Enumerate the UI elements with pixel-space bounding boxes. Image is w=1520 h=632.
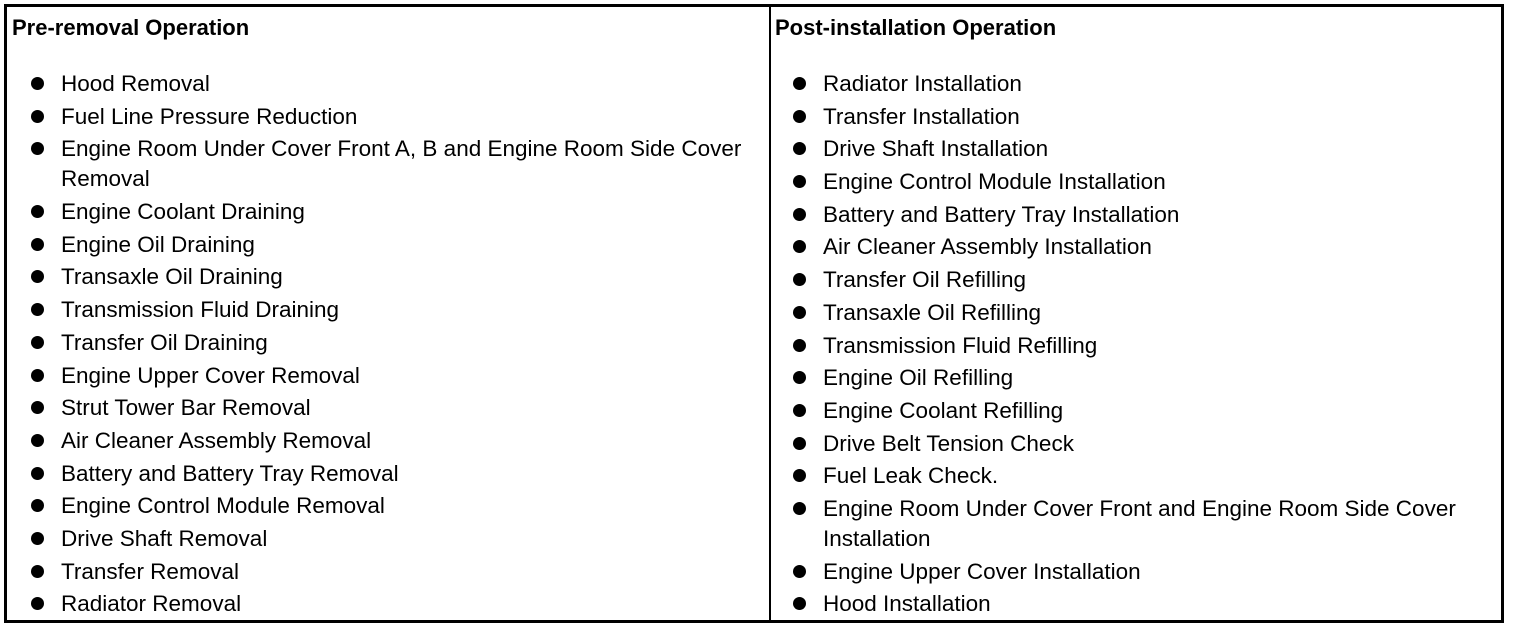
bullet-icon [793,77,806,90]
post-installation-item [771,200,1501,230]
pre-removal-item-label: Transmission Fluid Draining [61,297,340,323]
post-installation-item [771,589,1501,619]
post-installation-item [771,265,1501,295]
pre-removal-item-label: Fuel Line Pressure Reduction [61,103,358,129]
pre-removal-item-label: Engine Oil Draining [61,231,255,257]
bullet-icon [793,142,806,155]
bullet-icon [31,303,44,316]
post-installation-item [771,69,1501,99]
bullet-icon [31,77,44,90]
pre-removal-item-label: Battery and Battery Tray Removal [61,460,399,486]
pre-removal-item [7,524,769,554]
pre-removal-item-label: Hood Removal [61,71,210,96]
bullet-icon [793,437,806,450]
pre-removal-item [7,426,769,456]
bullet-icon [31,467,44,480]
post-installation-item [771,102,1501,132]
post-installation-item-label: Engine Oil Refilling [823,365,1014,391]
post-installation-item-label: Radiator Installation [823,71,1022,96]
bullet-icon [31,434,44,447]
pre-removal-item-label: Transfer Removal [61,558,239,584]
bullet-icon [31,597,44,610]
post-installation-item-label: Transmission Fluid Refilling [823,332,1098,358]
post-installation-item-label: Transfer Installation [823,103,1020,129]
post-installation-item [771,396,1501,426]
post-installation-item-label: Transaxle Oil Refilling [823,299,1041,325]
post-installation-item [771,461,1501,491]
post-installation-item-label: Drive Belt Tension Check [823,430,1074,456]
bullet-icon [793,273,806,286]
post-installation-item [771,429,1501,459]
pre-removal-item [7,230,769,260]
post-installation-column [771,7,1501,620]
bullet-icon [31,110,44,123]
post-installation-item-label: Engine Room Under Cover Front and Engine Room Side Cover Installation [823,495,1456,551]
pre-removal-item [7,134,769,194]
bullet-icon [31,336,44,349]
post-installation-item-label: Transfer Oil Refilling [823,267,1026,293]
pre-removal-item-label: Engine Room Under Cover Front A, B and Engine Room Side Cover Removal [61,136,742,192]
pre-removal-item [7,102,769,132]
pre-removal-heading: Pre-removal Operation [12,15,250,40]
bullet-icon [31,238,44,251]
bullet-icon [793,306,806,319]
bullet-icon [793,339,806,352]
bullet-icon [793,597,806,610]
bullet-icon [31,499,44,512]
operations-table [4,4,1504,623]
post-installation-item-label: Engine Coolant Refilling [823,397,1064,423]
pre-removal-item-label: Drive Shaft Removal [61,525,268,551]
pre-removal-item [7,197,769,227]
post-installation-item-label: Air Cleaner Assembly Installation [823,234,1152,260]
pre-removal-item [7,361,769,391]
pre-removal-item [7,491,769,521]
bullet-icon [31,401,44,414]
bullet-icon [793,175,806,188]
pre-removal-item-label: Transaxle Oil Draining [61,264,283,290]
post-installation-item-label: Engine Upper Cover Installation [823,558,1141,584]
post-installation-item [771,298,1501,328]
bullet-icon [31,142,44,155]
post-installation-item [771,134,1501,164]
post-installation-item [771,494,1501,554]
pre-removal-item [7,393,769,423]
pre-removal-item-label: Air Cleaner Assembly Removal [61,427,372,453]
bullet-icon [31,532,44,545]
pre-removal-item-label: Radiator Removal [61,591,242,617]
bullet-icon [793,502,806,515]
bullet-icon [793,208,806,221]
post-installation-item-label: Engine Control Module Installation [823,169,1166,195]
pre-removal-item [7,69,769,99]
bullet-icon [793,110,806,123]
pre-removal-column [7,7,771,620]
pre-removal-item [7,328,769,358]
post-installation-item-label: Fuel Leak Check. [823,463,999,489]
pre-removal-item-label: Engine Coolant Draining [61,199,305,225]
pre-removal-list [7,69,769,622]
bullet-icon [793,240,806,253]
post-installation-item-label: Drive Shaft Installation [823,136,1049,162]
bullet-icon [793,469,806,482]
bullet-icon [31,205,44,218]
pre-removal-item [7,295,769,325]
pre-removal-item-label: Engine Upper Cover Removal [61,362,360,388]
bullet-icon [793,404,806,417]
post-installation-item [771,232,1501,262]
pre-removal-item-label: Transfer Oil Draining [61,329,268,355]
pre-removal-item [7,557,769,587]
post-installation-item [771,331,1501,361]
pre-removal-item-label: Strut Tower Bar Removal [61,395,311,421]
post-installation-item-label: Battery and Battery Tray Installation [823,201,1180,227]
bullet-icon [31,369,44,382]
bullet-icon [31,270,44,283]
bullet-icon [793,371,806,384]
post-installation-item [771,557,1501,587]
bullet-icon [793,565,806,578]
pre-removal-item [7,589,769,619]
pre-removal-item [7,262,769,292]
pre-removal-item [7,459,769,489]
post-installation-item [771,167,1501,197]
post-installation-list [771,69,1501,622]
post-installation-item-label: Hood Installation [823,591,991,617]
post-installation-heading: Post-installation Operation [775,15,1057,40]
bullet-icon [31,565,44,578]
pre-removal-item-label: Engine Control Module Removal [61,493,385,519]
post-installation-item [771,363,1501,393]
